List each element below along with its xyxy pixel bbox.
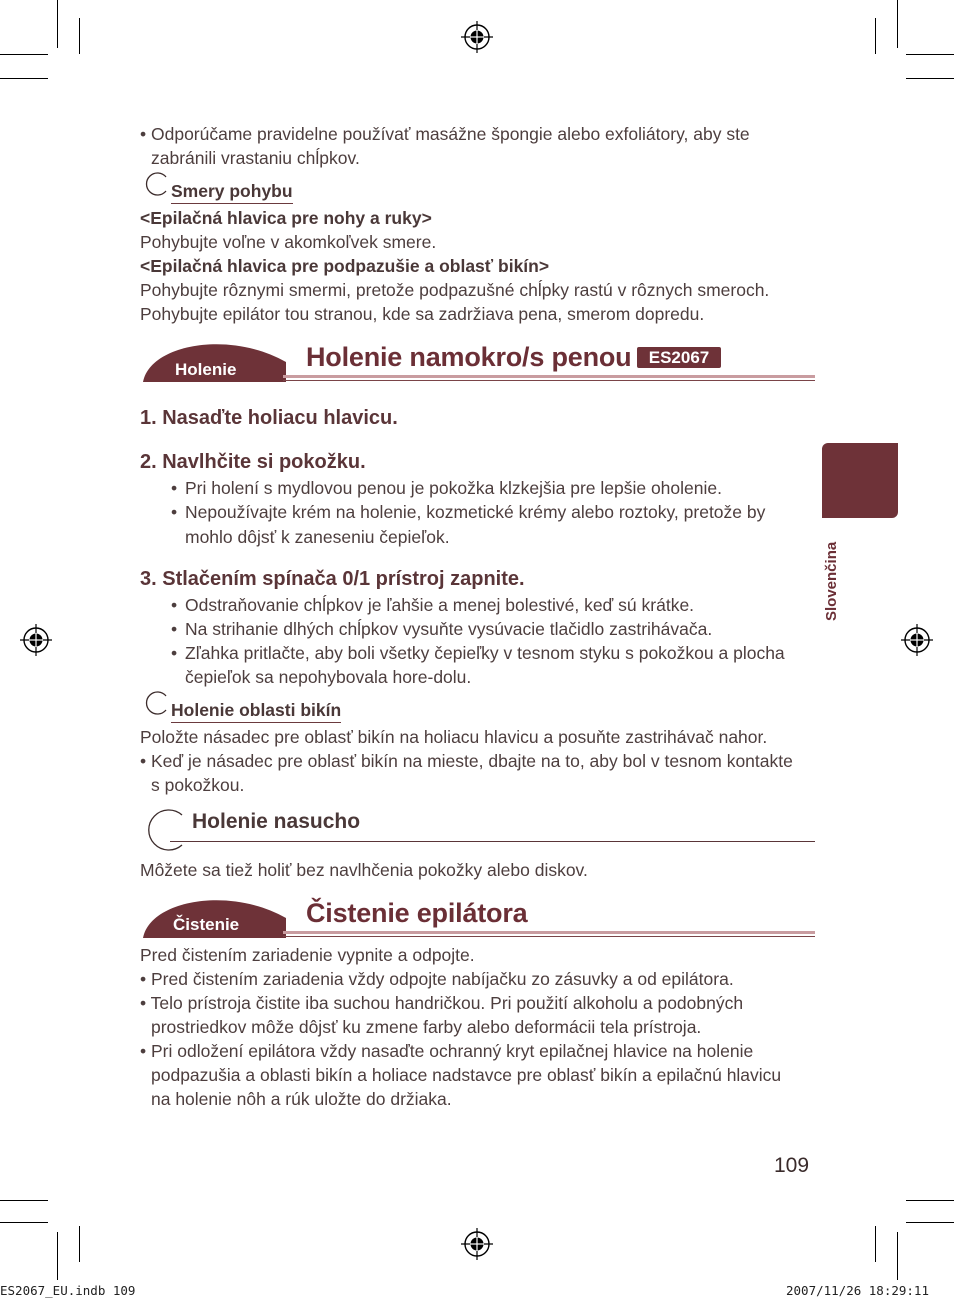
side-tab	[822, 443, 898, 518]
bullet-icon: •	[171, 595, 178, 615]
section-tab-label: Čistenie	[173, 915, 240, 934]
model-badge	[637, 347, 721, 368]
note-icon	[140, 807, 186, 853]
note-bullet-line: s pokožkou.	[151, 775, 245, 795]
section-bullet-line: • Pred čistením zariadenia vždy odpojte nabíjačku zo zásuvky a od epilátora.	[140, 969, 734, 989]
step-bullet: Zľahka pritlačte, aby boli všetky čepieľky v tesnom styku s pokožkou a plocha	[185, 643, 785, 663]
note-heading: Holenie nasucho	[192, 810, 361, 833]
note-bullet-line: • Keď je násadec pre oblasť bikín na mieste, dbajte na to, aby bol v tesnom kontakte	[140, 751, 793, 771]
step-bullet: mohlo dôjsť k zaneseniu čepieľok.	[185, 527, 450, 547]
registration-mark-icon	[460, 1227, 494, 1261]
bullet-icon: •	[171, 643, 178, 663]
crop-mark	[57, 1232, 58, 1280]
step-bullet: Na strihanie dlhých chĺpkov vysuňte vysúvacie tlačidlo zastrihávača.	[185, 619, 713, 639]
footer-date: 2007/11/26 18:29:11	[786, 1283, 929, 1298]
section-title: Holenie namokro/s penou	[306, 342, 632, 372]
section-bullet-line: • Pri odložení epilátora vždy nasaďte ochranný kryt epilačnej hlavice na holenie	[140, 1041, 754, 1061]
step-bullet: Pri holení s mydlovou penou je pokožka klzkejšia pre lepšie oholenie.	[185, 478, 722, 498]
page-number: 109	[774, 1154, 810, 1177]
note-subheading: <Epilačná hlavica pre podpazušie a oblasť bikín>	[140, 256, 550, 276]
note-text: Položte násadec pre oblasť bikín na holiacu hlavicu a posuňte zastrihávač nahor.	[140, 727, 768, 747]
crop-mark	[0, 54, 48, 55]
note-subheading: <Epilačná hlavica pre nohy a ruky>	[140, 208, 432, 228]
section-title: Čistenie epilátora	[306, 898, 528, 928]
note-text: Pohybujte epilátor tou stranou, kde sa zadržiava pena, smerom dopredu.	[140, 304, 705, 324]
crop-mark	[875, 18, 876, 54]
section-rule	[283, 380, 815, 381]
note-text: Pohybujte voľne v akomkoľvek smere.	[140, 232, 437, 252]
crop-mark	[875, 1226, 876, 1262]
registration-mark-icon	[460, 20, 494, 54]
section-tab-label: Holenie	[175, 360, 237, 379]
section-bullet-line: podpazušia a oblasti bikín a holiace nadstavce pre oblasť bikín a epilačnú hlavicu	[151, 1065, 782, 1085]
intro-bullet-line: zabránili vrastaniu chĺpkov.	[151, 148, 360, 168]
step-3: 3. Stlačením spínača 0/1 prístroj zapnite.	[140, 568, 525, 590]
crop-mark	[79, 18, 80, 54]
side-tab-language: Slovenčina	[823, 541, 840, 621]
crop-mark	[906, 1222, 954, 1223]
registration-mark-icon	[900, 623, 934, 657]
note-rule	[170, 841, 815, 842]
note-title: Holenie oblasti bikín	[171, 699, 341, 723]
note-icon	[140, 691, 170, 717]
footer-file: ES2067_EU.indb 109	[0, 1283, 136, 1298]
step-2: 2. Navlhčite si pokožku.	[140, 451, 366, 473]
note-text: Môžete sa tiež holiť bez navlhčenia pokožky alebo diskov.	[140, 860, 588, 880]
bullet-icon: •	[171, 478, 178, 498]
step-bullet: Nepoužívajte krém na holenie, kozmetické krémy alebo roztoky, pretože by	[185, 502, 766, 522]
step-1: 1. Nasaďte holiacu hlavicu.	[140, 407, 398, 429]
section-bullet-line: na holenie nôh a rúk uložte do držiaka.	[151, 1089, 452, 1109]
crop-mark	[897, 0, 898, 48]
step-bullet: čepieľok sa nepohybovala hore-dolu.	[185, 667, 472, 687]
bullet-icon: •	[171, 502, 178, 522]
note-icon	[140, 172, 170, 198]
section-rule	[283, 936, 815, 937]
section-rule	[283, 375, 815, 378]
section-bullet-line: • Telo prístroja čistite iba suchou handričkou. Pri použití alkoholu a podobných	[140, 993, 744, 1013]
section-rule	[283, 931, 815, 934]
model-badge-text: ES2067	[648, 348, 710, 367]
crop-mark	[906, 1200, 954, 1201]
crop-mark	[57, 0, 58, 48]
crop-mark	[0, 1222, 48, 1223]
crop-mark	[906, 78, 954, 79]
note-title: Smery pohybu	[171, 180, 293, 204]
crop-mark	[897, 1232, 898, 1280]
crop-mark	[0, 1200, 48, 1201]
crop-mark	[906, 54, 954, 55]
crop-mark	[0, 78, 48, 79]
intro-bullet-line: • Odporúčame pravidelne používať masážne špongie alebo exfoliátory, aby ste	[140, 124, 750, 144]
section-bullet-line: prostriedkov môže dôjsť ku zmene farby alebo deformácii tela prístroja.	[151, 1017, 702, 1037]
section-intro: Pred čistením zariadenie vypnite a odpojte.	[140, 945, 475, 965]
step-bullet: Odstraňovanie chĺpkov je ľahšie a menej bolestivé, keď sú krátke.	[185, 595, 695, 615]
registration-mark-icon	[19, 623, 53, 657]
crop-mark	[79, 1226, 80, 1262]
note-text: Pohybujte rôznymi smermi, pretože podpazušné chĺpky rastú v rôznych smeroch.	[140, 280, 770, 300]
bullet-icon: •	[171, 619, 178, 639]
